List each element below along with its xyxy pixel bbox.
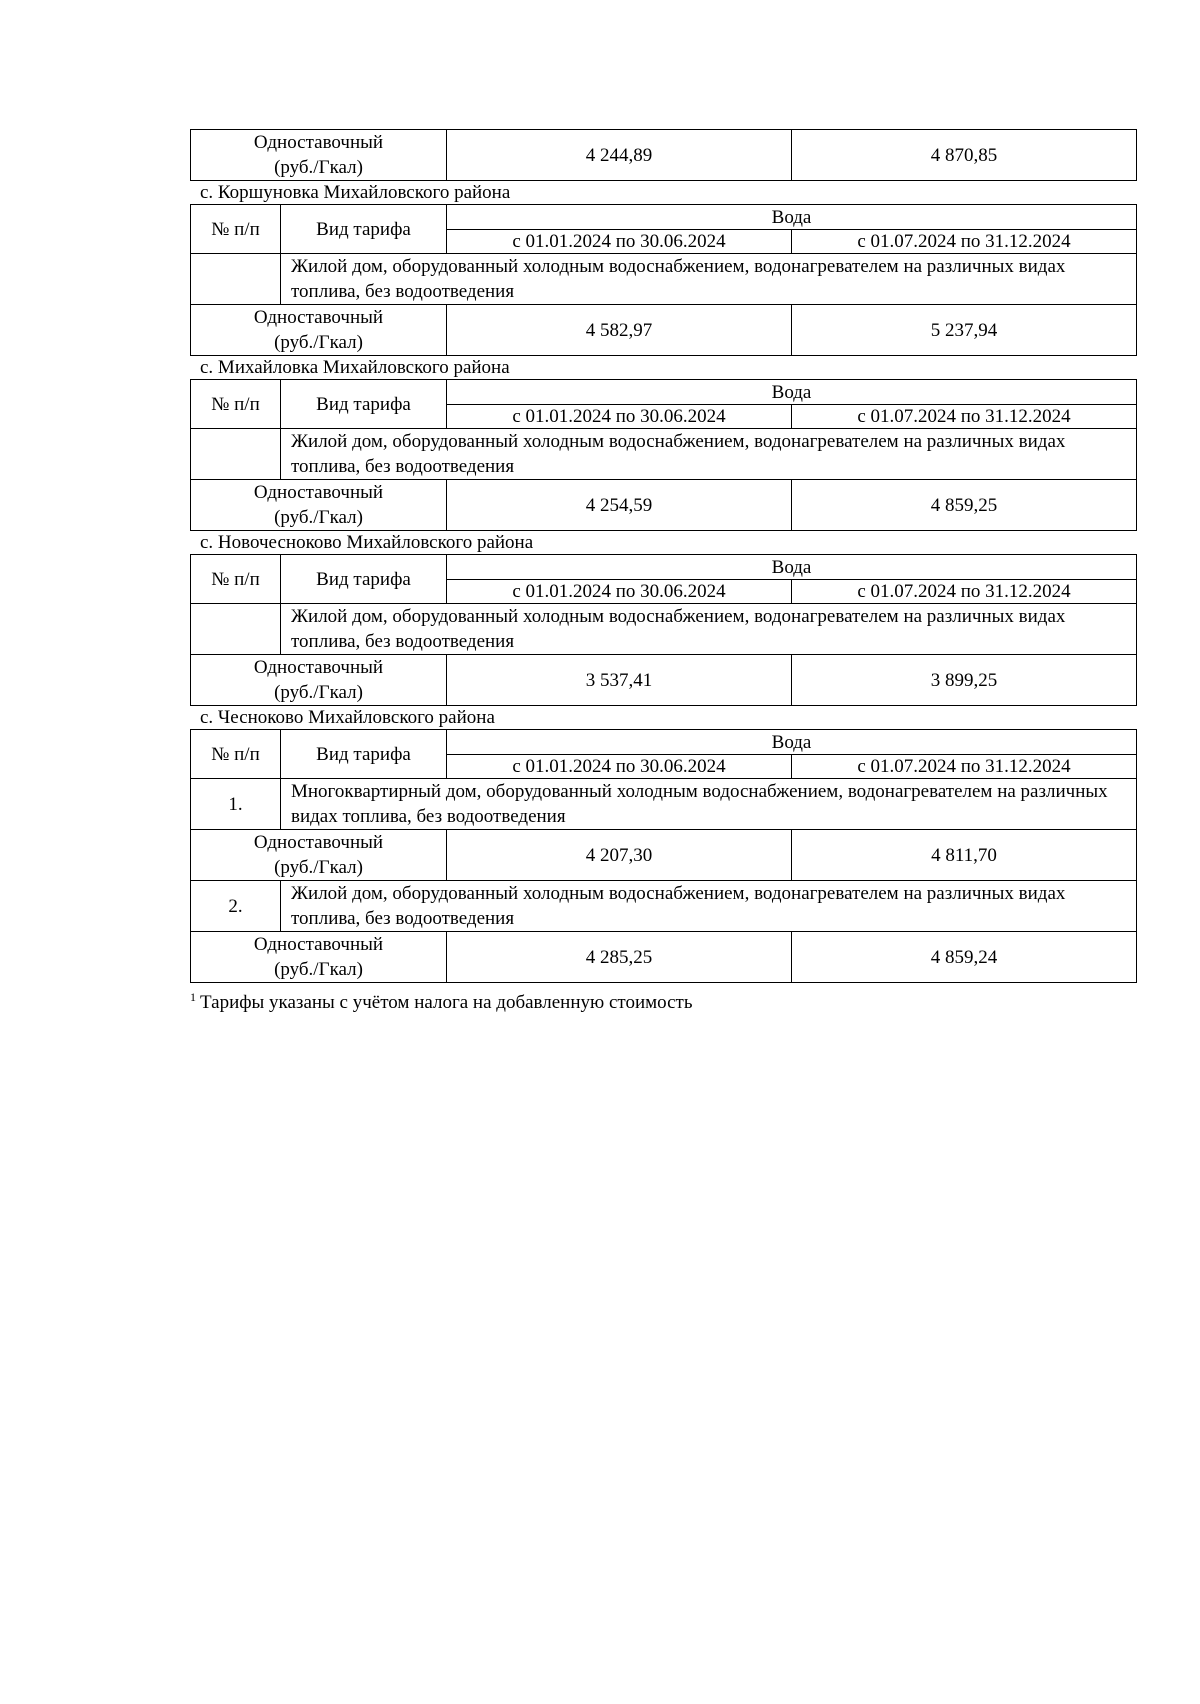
tariff-value-second-half: 4 811,70: [792, 830, 1137, 881]
header-tariff-type: Вид тарифа: [281, 730, 447, 779]
tariff-value-second-half: 4 859,25: [792, 480, 1137, 531]
row-number: [191, 254, 281, 305]
tariff-value-first-half: 3 537,41: [447, 655, 792, 706]
tariff-table: [190, 204, 1137, 356]
tariff-value-first-half: 4 582,97: [447, 305, 792, 356]
tariff-document: [190, 129, 1136, 1014]
section-title: с. Чесноково Михайловского района: [200, 707, 495, 728]
header-period-second: с 01.07.2024 по 31.12.2024: [792, 230, 1137, 254]
consumer-category: Жилой дом, оборудованный холодным водоснабжением, водонагревателем на различных видах топлива, без водоотведения: [281, 881, 1137, 932]
tariff-label: Одноставочный (руб./Гкал): [191, 655, 447, 706]
section-title: с. Коршуновка Михайловского района: [200, 182, 511, 203]
tariff-table-continued: [190, 129, 1137, 181]
row-number: [191, 604, 281, 655]
tariff-value-first-half: 4 207,30: [447, 830, 792, 881]
tariff-value-first-half: 4 254,59: [447, 480, 792, 531]
header-num: № п/п: [191, 380, 281, 429]
header-water: Вода: [447, 205, 1137, 230]
row-number: [191, 429, 281, 480]
header-tariff-type: Вид тарифа: [281, 205, 447, 254]
tariff-table: [190, 379, 1137, 531]
consumer-category: Многоквартирный дом, оборудованный холодным водоснабжением, водонагревателем на различных видах топлива, без водоотведения: [281, 779, 1137, 830]
tariff-label: Одноставочный (руб./Гкал): [191, 932, 447, 983]
header-num: № п/п: [191, 555, 281, 604]
header-num: № п/п: [191, 205, 281, 254]
header-num: № п/п: [191, 730, 281, 779]
header-period-first: с 01.01.2024 по 30.06.2024: [447, 230, 792, 254]
tariff-table: [190, 729, 1137, 983]
header-water: Вода: [447, 555, 1137, 580]
tariff-label: Одноставочный (руб./Гкал): [191, 480, 447, 531]
section-title: с. Михайловка Михайловского района: [200, 357, 510, 378]
header-period-second: с 01.07.2024 по 31.12.2024: [792, 580, 1137, 604]
header-water: Вода: [447, 730, 1137, 755]
header-period-second: с 01.07.2024 по 31.12.2024: [792, 755, 1137, 779]
header-period-first: с 01.01.2024 по 30.06.2024: [447, 755, 792, 779]
header-tariff-type: Вид тарифа: [281, 555, 447, 604]
header-water: Вода: [447, 380, 1137, 405]
tariff-label: Одноставочный (руб./Гкал): [191, 130, 447, 181]
consumer-category: Жилой дом, оборудованный холодным водоснабжением, водонагревателем на различных видах топлива, без водоотведения: [281, 254, 1137, 305]
tariff-value-first-half: 4 285,25: [447, 932, 792, 983]
tariff-value-first-half: 4 244,89: [447, 130, 792, 181]
tariff-value-second-half: 4 859,24: [792, 932, 1137, 983]
tariff-label: Одноставочный (руб./Гкал): [191, 830, 447, 881]
tariff-value-second-half: 4 870,85: [792, 130, 1137, 181]
tariff-table: [190, 554, 1137, 706]
consumer-category: Жилой дом, оборудованный холодным водоснабжением, водонагревателем на различных видах топлива, без водоотведения: [281, 604, 1137, 655]
consumer-category: Жилой дом, оборудованный холодным водоснабжением, водонагревателем на различных видах топлива, без водоотведения: [281, 429, 1137, 480]
header-period-first: с 01.01.2024 по 30.06.2024: [447, 580, 792, 604]
footnote-text: Тарифы указаны с учётом налога на добавленную стоимость: [200, 992, 693, 1013]
header-period-first: с 01.01.2024 по 30.06.2024: [447, 405, 792, 429]
header-tariff-type: Вид тарифа: [281, 380, 447, 429]
footnote: [190, 986, 1136, 1014]
tariff-label: Одноставочный (руб./Гкал): [191, 305, 447, 356]
row-number: 2.: [191, 881, 281, 932]
row-number: 1.: [191, 779, 281, 830]
header-period-second: с 01.07.2024 по 31.12.2024: [792, 405, 1137, 429]
tariff-value-second-half: 5 237,94: [792, 305, 1137, 356]
footnote-mark: 1: [190, 990, 196, 1004]
tariff-value-second-half: 3 899,25: [792, 655, 1137, 706]
section-title: с. Новочесноково Михайловского района: [200, 532, 534, 553]
